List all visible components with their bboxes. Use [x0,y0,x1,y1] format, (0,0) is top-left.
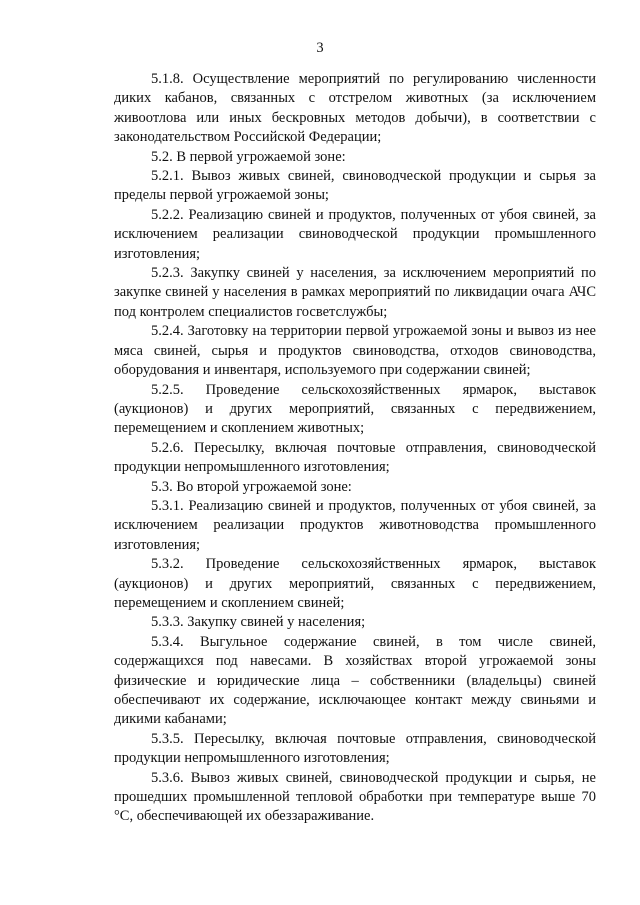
paragraph-5-2-5: 5.2.5. Проведение сельскохозяйственных ярмарок, выставок (аукционов) и других мероприятий, связанных с передвижением, перемещением и скоплением животных; [114,381,596,437]
paragraph-5-2-6: 5.2.6. Пересылку, включая почтовые отправления, свиноводческой продукции непромышленного изготовления; [114,439,596,476]
paragraph-5-2-2: 5.2.2. Реализацию свиней и продуктов, полученных от убоя свиней, за исключением реализации свиноводческой продукции промышленного изготовления; [114,206,596,262]
paragraph-5-3-6: 5.3.6. Вывоз живых свиней, свиноводческой продукции и сырья, не прошедших промышленной тепловой обработки при температуре выше 70 °С, обеспечивающей их обеззараживание. [114,769,596,825]
section-heading-5-3: 5.3. Во второй угрожаемой зоне: [151,478,352,495]
page-number: 3 [316,40,324,56]
paragraph-5-2-3: 5.2.3. Закупку свиней у населения, за исключением мероприятий по закупке свиней у населения в рамках мероприятий по ликвидации очага АЧС под контролем специалистов госветслужбы; [114,265,596,320]
paragraph-5-3-5: 5.3.5. Пересылку, включая почтовые отправления, свиноводческой продукции непромышленного изготовления; [114,730,596,767]
document-body [114,70,596,827]
section-heading-5-2: 5.2. В первой угрожаемой зоне: [151,148,346,165]
paragraph-5-2-4: 5.2.4. Заготовку на территории первой угрожаемой зоны и вывоз из нее мяса свиней, сырья и продуктов свиноводства, отходов свиноводства, оборудования и инвентаря, используемого при содержании свиней; [114,323,596,379]
paragraph-5-3-4: 5.3.4. Выгульное содержание свиней, в том числе свиней, содержащихся под навесами. В хозяйствах второй угрожаемой зоны физические и юридические лица – собственники (владельцы) свиней обеспечивают их содержание, исключающее контакт между свиньями и дикими кабанами; [114,633,596,728]
paragraph-5-3-2: 5.3.2. Проведение сельскохозяйственных ярмарок, выставок (аукционов) и других мероприятий, связанных с передвижением, перемещением и скоплением свиней; [114,556,596,611]
paragraph-5-2-1: 5.2.1. Вывоз живых свиней, свиноводческой продукции и сырья за пределы первой угрожаемой зоны; [114,168,596,204]
paragraph-5-3-3: 5.3.3. Закупку свиней у населения; [151,614,366,631]
paragraph-5-1-8: 5.1.8. Осуществление мероприятий по регулированию численности диких кабанов, связанных с отстрелом животных (за исключением живоотлова или иных бескровных методов добычи), в соответствии с законодательством Российской Федерации; [114,71,596,146]
paragraph-5-3-1: 5.3.1. Реализацию свиней и продуктов, полученных от убоя свиней, за исключением реализации продуктов животноводства промышленного изготовления; [114,497,596,553]
